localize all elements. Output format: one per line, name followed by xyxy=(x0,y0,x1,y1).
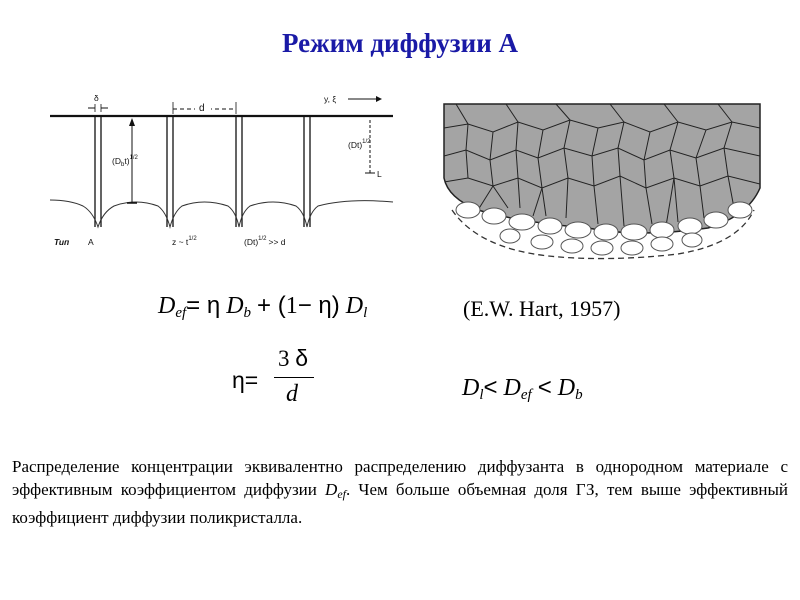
delta-label: δ xyxy=(94,93,99,103)
eta-denominator: d xyxy=(286,381,298,407)
dt-bottom-label: $(Dt)^{1/2} >> d$ xyxy=(244,236,286,247)
d-spacing-label: d xyxy=(199,103,205,114)
eta-lhs: η= xyxy=(232,367,259,393)
polycrystal-image xyxy=(438,98,766,266)
type-label: Тип xyxy=(54,237,70,247)
type-a-label: A xyxy=(88,237,94,247)
diffusivity-inequality: $D_l< D_{ef} < D_b$ xyxy=(462,374,583,403)
fraction-bar xyxy=(274,377,314,378)
dbt-label: $(D_bt)^{1/2}$ xyxy=(112,155,138,168)
slide-title: Режим диффузии А xyxy=(281,28,518,58)
explanation-paragraph: Распределение концентрации эквивалентно распределению диффузанта в однородном материале с эффективным коэффициентом диффузии Def. Чем больше объемная доля ГЗ, тем выше эффективный коэффициент диффузии поликристалла. xyxy=(12,457,788,527)
citation: (E.W. Hart, 1957) xyxy=(463,296,621,321)
grain-boundary-diagram xyxy=(48,82,398,254)
z-label: z ~ $t^{1/2}$ xyxy=(172,236,197,247)
eta-formula xyxy=(232,345,322,415)
dt-right-label: $(Dt)^{1/2}$ xyxy=(348,139,371,150)
eta-numerator: 3 δ xyxy=(278,345,309,371)
l-label: L xyxy=(377,169,382,179)
y-axis-label: y, ξ xyxy=(324,94,337,104)
effective-diffusion-formula: $D_{ef}= \eta$ $D_b + (1- \eta)$ $D_l$ xyxy=(158,292,368,321)
